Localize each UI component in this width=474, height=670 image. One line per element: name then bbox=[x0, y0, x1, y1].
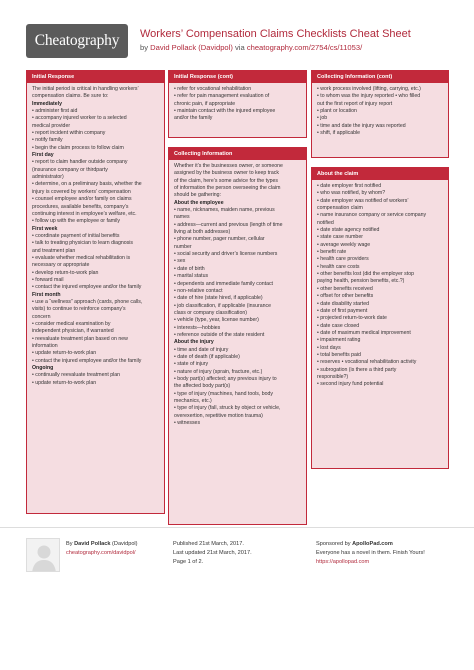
list-item: • administer first aid bbox=[32, 108, 78, 115]
section-heading: First day bbox=[32, 152, 54, 159]
box-title: Initial Response (cont) bbox=[169, 71, 306, 83]
list-item: • continually reevaluate treatment plan bbox=[32, 372, 121, 379]
list-item: • body part(s) affected; any previous injury to bbox=[174, 375, 277, 382]
section-heading: Ongoing bbox=[32, 365, 54, 372]
list-item: • job classification, if applicable (insurance bbox=[174, 302, 271, 309]
list-item: • update return-to-work plan bbox=[32, 379, 97, 386]
list-item: • interests—hobbies bbox=[174, 324, 221, 331]
list-item: independent physician, if warranted bbox=[32, 328, 114, 335]
sponsor-name[interactable]: ApolloPad.com bbox=[352, 541, 393, 547]
list-item: • date of hire (state hired, if applicable) bbox=[174, 295, 263, 302]
footer-by-label: By bbox=[66, 541, 75, 547]
list-item: injury is covered by workers’ compensation bbox=[32, 188, 131, 195]
list-item: • social security and driver’s license numbers bbox=[174, 251, 278, 258]
sponsor-url-link[interactable]: https://apollopad.com bbox=[316, 559, 370, 565]
list-item: chronic pain, if appropriate bbox=[174, 100, 236, 107]
list-item: • phone number, pager number, cellular bbox=[174, 236, 265, 243]
list-item: • state of injury bbox=[174, 361, 209, 368]
list-item: • work process involved (lifting, carrying, etc.) bbox=[317, 86, 421, 92]
list-item: • report incident within company bbox=[32, 130, 106, 137]
list-item: number bbox=[174, 243, 192, 250]
list-item: • who was notified, by whom? bbox=[317, 190, 386, 197]
box-title: Collecting Information bbox=[169, 148, 306, 160]
list-item: • plant or location bbox=[317, 108, 357, 115]
list-item: • evaluate whether medical rehabilitation is bbox=[32, 254, 131, 261]
footer-author-name[interactable]: David Pollack bbox=[74, 541, 111, 547]
list-item: • impairment rating bbox=[317, 337, 361, 344]
initial-response-cont-box bbox=[168, 70, 307, 138]
box-body bbox=[312, 180, 448, 391]
list-item: concern bbox=[32, 313, 51, 320]
list-item: • sex bbox=[174, 258, 186, 265]
byline-by: by bbox=[140, 43, 151, 52]
list-item: names bbox=[174, 214, 190, 221]
list-item: • forward mail bbox=[32, 276, 64, 283]
box-body bbox=[27, 83, 164, 389]
list-item: • lost days bbox=[317, 344, 341, 351]
box-body bbox=[169, 83, 306, 125]
list-item: should be gathering: bbox=[174, 192, 222, 199]
updated-date: Last updated 21st March, 2017. bbox=[173, 550, 252, 556]
list-item: overexertion, repetitive motion trauma) bbox=[174, 412, 263, 419]
list-item: • time and date of injury bbox=[174, 346, 229, 353]
list-item: • subrogation (is there a third party bbox=[317, 366, 397, 373]
sponsor-line bbox=[316, 540, 425, 549]
list-item: assigned by the business owner to keep track bbox=[174, 170, 279, 177]
list-item: • counsel employee and/or family on claims bbox=[32, 196, 132, 203]
box-body bbox=[169, 160, 306, 429]
list-item: • name insurance company or service company bbox=[317, 212, 427, 219]
list-item: • projected return-to-work date bbox=[317, 315, 387, 322]
list-item: • date of maximum medical improvement bbox=[317, 329, 411, 336]
list-item: • maintain contact with the injured employee bbox=[174, 108, 276, 115]
list-item: of information the person overseeing the claim bbox=[174, 185, 281, 192]
list-item: compensation claims. Be sure to: bbox=[32, 93, 109, 100]
about-the-claim-box bbox=[311, 167, 449, 469]
footer-dates bbox=[173, 540, 252, 567]
list-item: • accompany injured worker to a selected bbox=[32, 115, 127, 122]
list-item: • witnesses bbox=[174, 420, 201, 427]
list-item: • consider medical examination by bbox=[32, 321, 111, 327]
list-item: and/or the family bbox=[174, 115, 213, 122]
section-heading: About the employee bbox=[174, 199, 224, 206]
list-item: • refer for vocational rehabilitation bbox=[174, 86, 252, 92]
cheatography-logo[interactable]: Cheatography bbox=[26, 24, 128, 58]
footer-author-handle: (Davidpol) bbox=[110, 541, 138, 547]
published-date: Published 21st March, 2017. bbox=[173, 541, 244, 547]
list-item: • reevaluate treatment plan based on new bbox=[32, 335, 128, 342]
list-item: • to whom was the injury reported • who filled bbox=[317, 93, 421, 100]
section-heading: About the injury bbox=[174, 339, 214, 346]
author-link[interactable]: David Pollack (Davidpol) bbox=[150, 43, 233, 52]
list-item: • marital status bbox=[174, 273, 209, 280]
list-item: administrator) bbox=[32, 174, 64, 181]
list-item: • update return-to-work plan bbox=[32, 350, 97, 357]
list-item: • determine, on a preliminary basis, whether the bbox=[32, 181, 142, 188]
list-item: • average weekly wage bbox=[317, 241, 371, 248]
list-item: • reserves • vocational rehabilitation activity bbox=[317, 359, 417, 366]
byline bbox=[140, 43, 362, 52]
list-item: • other benefits lost (did the employer stop bbox=[317, 271, 414, 278]
list-item: • address—current and previous (length of time bbox=[174, 221, 283, 228]
box-title: About the claim bbox=[312, 168, 448, 180]
footer-author bbox=[66, 540, 138, 558]
list-item: • refer for pain management evaluation of bbox=[174, 93, 270, 100]
list-item: • date state agency notified bbox=[317, 227, 380, 234]
list-item: • vehicle (type, year, license number) bbox=[174, 317, 259, 324]
list-item: • name, nicknames, maiden name, previous bbox=[174, 207, 275, 214]
list-item: • total benefits paid bbox=[317, 351, 361, 358]
list-item: procedures, available benefits, company’s bbox=[32, 203, 129, 210]
list-item: • non-relative contact bbox=[174, 287, 223, 294]
list-item: • date of birth bbox=[174, 265, 205, 272]
page-footer bbox=[0, 527, 474, 612]
list-item: • benefit rate bbox=[317, 249, 347, 256]
list-item: necessary or appropriate bbox=[32, 262, 90, 269]
list-item: responsible?) bbox=[317, 373, 349, 380]
list-item: • notify family bbox=[32, 137, 63, 144]
sponsor-tagline: Everyone has a novel in them. Finish Yours! bbox=[316, 550, 425, 556]
list-item: The initial period is critical in handling workers’ bbox=[32, 86, 139, 92]
list-item: • reference outside of the state resident bbox=[174, 331, 265, 338]
list-item: • health care costs bbox=[317, 263, 360, 270]
section-heading: First week bbox=[32, 225, 58, 232]
sponsor-prefix: Sponsored by bbox=[316, 541, 353, 547]
list-item: Whether it’s the businesses owner, or someone bbox=[174, 163, 283, 169]
list-item: • follow up with the employee or family bbox=[32, 218, 121, 225]
page-number: Page 1 of 2. bbox=[173, 559, 204, 565]
list-item: visits) to continue to reinforce company’s bbox=[32, 306, 126, 313]
collecting-information-box bbox=[168, 147, 307, 525]
list-item: out the first report of injury report bbox=[317, 100, 393, 107]
page-title: Workers’ Compensation Claims Checklists Cheat Sheet bbox=[140, 28, 411, 40]
list-item: • date of first payment bbox=[317, 307, 368, 314]
list-item: (insurance company or thirdparty bbox=[32, 166, 108, 173]
initial-response-box bbox=[26, 70, 165, 514]
list-item: information bbox=[32, 343, 58, 350]
avatar-placeholder-icon bbox=[27, 539, 60, 572]
box-title: Collecting Information (cont) bbox=[312, 71, 448, 83]
collecting-information-cont-box bbox=[311, 70, 449, 158]
list-item: • use a “wellness” approach (cards, phone calls, bbox=[32, 298, 143, 305]
list-item: • begin the claim process to follow claim bbox=[32, 144, 124, 151]
list-item: • date employer first notified bbox=[317, 183, 382, 189]
author-avatar bbox=[26, 538, 60, 572]
box-body bbox=[312, 83, 448, 139]
list-item: class or company classification) bbox=[174, 309, 247, 316]
list-item: • date case closed bbox=[317, 322, 360, 329]
list-item: • talk to treating physician to learn diagnosis bbox=[32, 240, 134, 247]
list-item: • second injury fund potential bbox=[317, 381, 384, 388]
list-item: • develop return-to-work plan bbox=[32, 269, 99, 276]
list-item: and treatment plan bbox=[32, 247, 76, 254]
list-item: • date employer was notified of workers’ bbox=[317, 197, 409, 204]
list-item: • time and date the injury was reported bbox=[317, 122, 406, 129]
section-heading: Immediately bbox=[32, 100, 62, 107]
list-item: • dependents and immediate family contact bbox=[174, 280, 273, 287]
list-item: mechanics, etc.) bbox=[174, 398, 212, 404]
list-item: • report to claim handler outside company bbox=[32, 159, 128, 166]
list-item: notified bbox=[317, 219, 334, 226]
list-item: of the claim, here’s some advice for the types bbox=[174, 177, 278, 184]
footer-sponsor bbox=[316, 540, 425, 567]
section-heading: First month bbox=[32, 291, 61, 298]
list-item: • other benefits received bbox=[317, 285, 373, 292]
list-item: • state case number bbox=[317, 234, 363, 241]
list-item: • contact the injured employee and/or the family bbox=[32, 284, 142, 291]
list-item: • date of death (if applicable) bbox=[174, 353, 240, 360]
list-item: compensation claim bbox=[317, 205, 363, 212]
byline-via: via bbox=[232, 43, 247, 52]
list-item: • offset for other benefits bbox=[317, 293, 374, 300]
list-item: • date disability started bbox=[317, 300, 369, 307]
list-item: • health care providers bbox=[317, 256, 369, 263]
box-title: Initial Response bbox=[27, 71, 164, 83]
sheet-url-link[interactable]: cheatography.com/2754/cs/11053/ bbox=[246, 43, 363, 52]
list-item: paying health, pension benefits, etc.?) bbox=[317, 278, 405, 285]
list-item: medical provider bbox=[32, 122, 71, 129]
list-item: continuing interest in employee’s welfare, etc. bbox=[32, 210, 137, 217]
list-item: • type of injury (fall, struck by object or vehicle, bbox=[174, 405, 281, 412]
footer-profile-link[interactable]: cheatography.com/davidpol/ bbox=[66, 550, 136, 556]
footer-author-line bbox=[66, 540, 138, 549]
list-item: • job bbox=[317, 115, 328, 122]
list-item: • nature of injury (sprain, fracture, etc.) bbox=[174, 368, 263, 375]
list-item: • shift, if applicable bbox=[317, 130, 361, 137]
list-item: • coordinate payment of initial benefits bbox=[32, 232, 120, 239]
list-item: living at both addresses) bbox=[174, 229, 231, 236]
list-item: the affected body part(s) bbox=[174, 383, 231, 390]
page-header bbox=[0, 0, 474, 62]
list-item: • type of injury (machines, hand tools, body bbox=[174, 390, 273, 397]
list-item: • contact the injured employee and/or the family bbox=[32, 357, 142, 364]
